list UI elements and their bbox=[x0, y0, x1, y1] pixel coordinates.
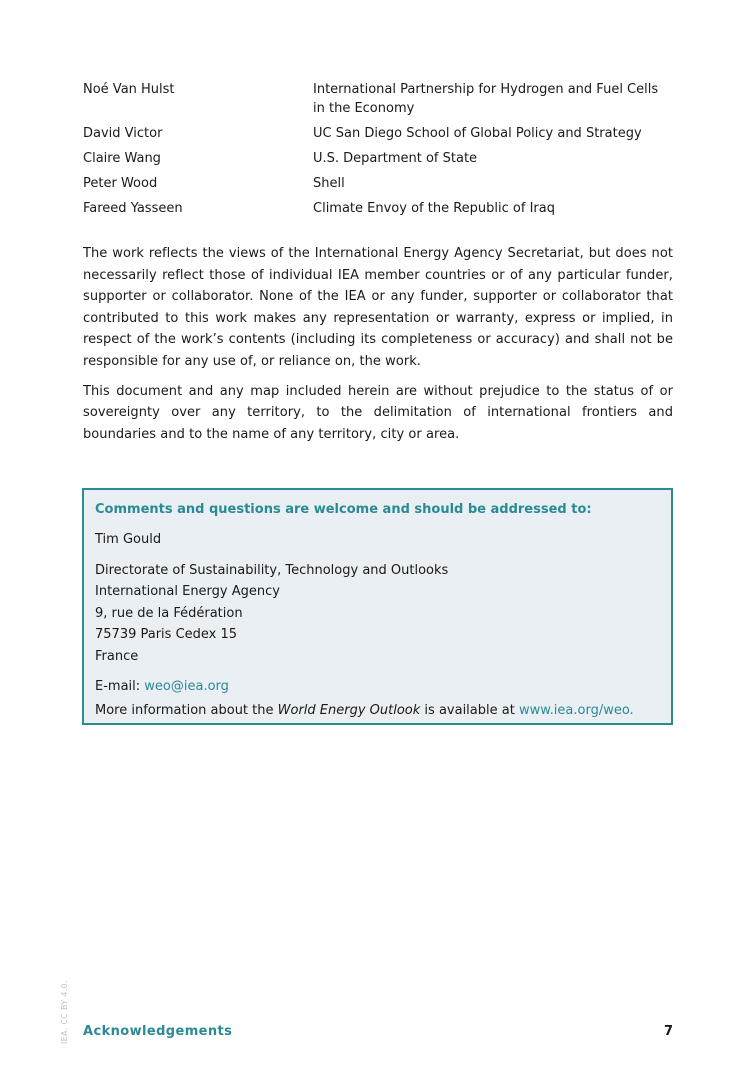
reviewer-organization: Climate Envoy of the Republic of Iraq bbox=[313, 201, 555, 216]
website-link[interactable]: www.iea.org/weo. bbox=[518, 703, 634, 719]
reviewer-name: Noé Van Hulst bbox=[83, 82, 175, 97]
reviewer-name: David Victor bbox=[83, 126, 163, 141]
email-link[interactable]: weo@iea.org bbox=[144, 679, 229, 695]
address-line: Directorate of Sustainability, Technology and Outlooks bbox=[95, 563, 449, 578]
footer-section-title: Acknowledgements bbox=[83, 1024, 233, 1039]
email-label: E-mail: bbox=[95, 679, 141, 695]
reviewer-row bbox=[83, 124, 673, 143]
license-notice: IEA. CC BY 4.0. bbox=[60, 980, 69, 1044]
publication-title: World Energy Outlook bbox=[277, 703, 421, 719]
address-line: 9, rue de la Fédération bbox=[95, 605, 243, 621]
reviewer-organization: UC San Diego School of Global Policy and Strategy bbox=[313, 126, 642, 141]
more-info-middle: is available at bbox=[424, 703, 515, 719]
address-line: France bbox=[95, 648, 139, 664]
reviewer-organization: Shell bbox=[313, 176, 345, 191]
reviewer-organization: International Partnership for Hydrogen and Fuel Cells in the Economy bbox=[313, 82, 659, 116]
page-number: 7 bbox=[663, 1024, 673, 1039]
reviewer-name: Peter Wood bbox=[83, 176, 158, 191]
territory-disclaimer-paragraph: This document and any map included herein are without prejudice to the status of or sovereignty over any territory, to the delimitation of international frontiers and boundaries and to the name of any territory, city or area. bbox=[83, 383, 673, 442]
reviewer-row bbox=[83, 174, 673, 193]
contact-heading: Comments and questions are welcome and should be addressed to: bbox=[95, 502, 592, 517]
reviewer-organization: U.S. Department of State bbox=[313, 151, 478, 166]
email-row bbox=[95, 676, 665, 697]
contact-box bbox=[82, 488, 673, 725]
address-line: 75739 Paris Cedex 15 bbox=[95, 627, 238, 643]
reviewer-row bbox=[83, 149, 673, 168]
contact-content bbox=[95, 500, 665, 724]
more-info-prefix: More information about the bbox=[95, 703, 274, 719]
reviewer-row bbox=[83, 199, 673, 218]
more-info-row bbox=[95, 700, 665, 721]
contact-name: Tim Gould bbox=[95, 532, 162, 547]
postal-address bbox=[95, 560, 665, 667]
reviewer-row bbox=[83, 80, 673, 118]
reviewer-name: Fareed Yasseen bbox=[83, 201, 183, 216]
address-line: International Energy Agency bbox=[95, 584, 280, 600]
reviewer-name: Claire Wang bbox=[83, 151, 161, 166]
reviewer-list bbox=[83, 80, 673, 224]
disclaimer bbox=[83, 243, 673, 453]
disclaimer-paragraph: The work reflects the views of the International Energy Agency Secretariat, but does not necessarily reflect those of individual IEA member countries or of any particular funder, supporter or collaborator. None of the IEA or any funder, supporter or collaborator that contributed to this work makes any representation or warranty, express or implied, in respect of the work’s contents (including its completeness or accuracy) and shall not be responsible for any use of, or reliance on, the work. bbox=[83, 246, 673, 369]
